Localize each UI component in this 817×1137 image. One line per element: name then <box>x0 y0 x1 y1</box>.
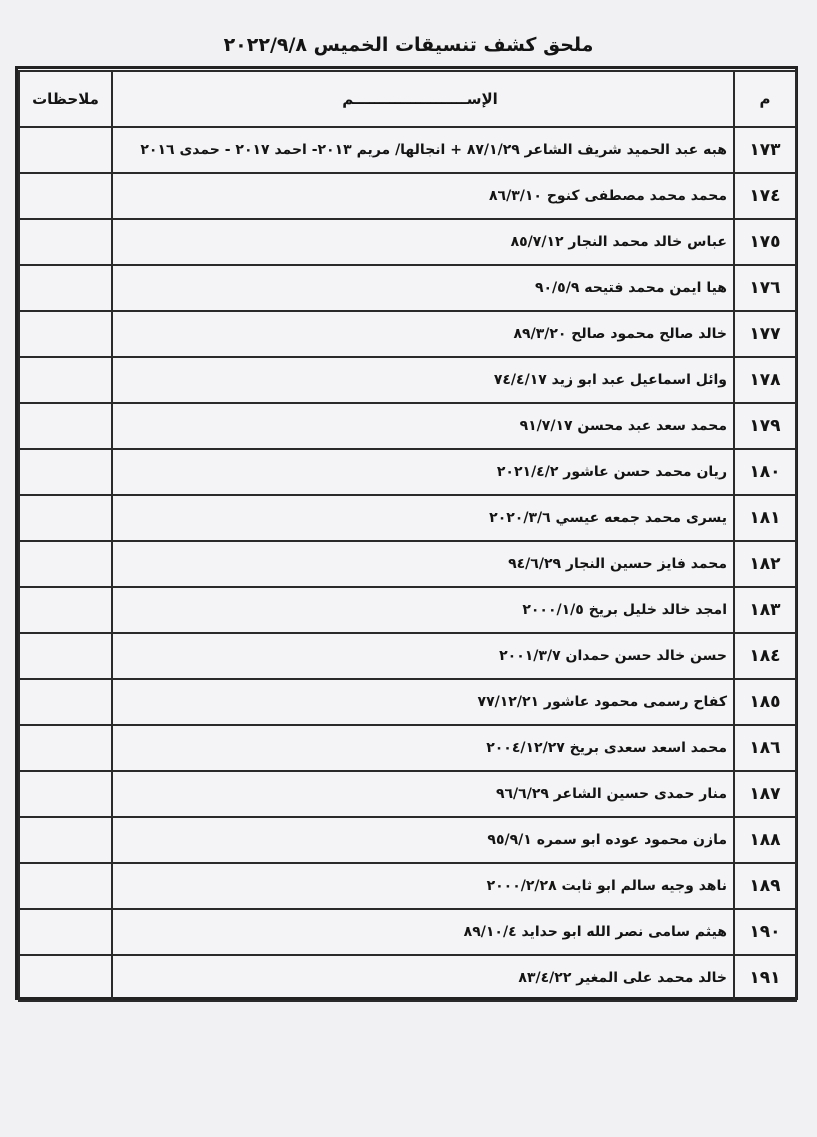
row-name: عباس خالد محمد النجار ٨٥/٧/١٢ <box>112 219 734 265</box>
table-header-row <box>19 71 796 127</box>
row-notes <box>19 909 112 955</box>
table-row <box>19 449 796 495</box>
row-notes <box>19 679 112 725</box>
row-number: ١٧٦ <box>734 265 796 311</box>
table-row <box>19 173 796 219</box>
row-name: منار حمدى حسين الشاعر ٩٦/٦/٢٩ <box>112 771 734 817</box>
table-row <box>19 633 796 679</box>
table-row <box>19 955 796 1001</box>
row-notes <box>19 219 112 265</box>
row-name: محمد اسعد سعدى بريخ ٢٠٠٤/١٢/٢٧ <box>112 725 734 771</box>
row-name: حسن خالد حسن حمدان ٢٠٠١/٣/٧ <box>112 633 734 679</box>
row-number: ١٨٥ <box>734 679 796 725</box>
row-notes <box>19 265 112 311</box>
row-number: ١٨١ <box>734 495 796 541</box>
row-number: ١٨٢ <box>734 541 796 587</box>
row-number: ١٩١ <box>734 955 796 1001</box>
row-name: محمد محمد مصطفى كنوح ٨٦/٣/١٠ <box>112 173 734 219</box>
table-row <box>19 863 796 909</box>
row-number: ١٧٨ <box>734 357 796 403</box>
row-number: ١٧٧ <box>734 311 796 357</box>
row-notes <box>19 127 112 173</box>
header-notes: ملاحظات <box>19 71 112 127</box>
row-name: ناهد وجيه سالم ابو ثابت ٢٠٠٠/٢/٢٨ <box>112 863 734 909</box>
table-row <box>19 311 796 357</box>
row-number: ١٨٤ <box>734 633 796 679</box>
row-name: هبه عبد الحميد شريف الشاعر ٨٧/١/٢٩ + انجالها/ مريم ٢٠١٣- احمد ٢٠١٧ - حمدى ٢٠١٦ <box>112 127 734 173</box>
table-row <box>19 357 796 403</box>
table-row <box>19 265 796 311</box>
table-row <box>19 495 796 541</box>
row-notes <box>19 817 112 863</box>
table-row <box>19 725 796 771</box>
row-notes <box>19 541 112 587</box>
table-row <box>19 909 796 955</box>
row-name: ريان محمد حسن عاشور ٢٠٢١/٤/٢ <box>112 449 734 495</box>
table-row <box>19 541 796 587</box>
table-row <box>19 219 796 265</box>
row-number: ١٧٩ <box>734 403 796 449</box>
table-row <box>19 679 796 725</box>
row-notes <box>19 311 112 357</box>
row-name: محمد فايز حسين النجار ٩٤/٦/٢٩ <box>112 541 734 587</box>
row-notes <box>19 725 112 771</box>
row-name: كفاح رسمى محمود عاشور ٧٧/١٢/٢١ <box>112 679 734 725</box>
row-name: محمد سعد عبد محسن ٩١/٧/١٧ <box>112 403 734 449</box>
row-name: هيثم سامى نصر الله ابو حدايد ٨٩/١٠/٤ <box>112 909 734 955</box>
row-name: يسرى محمد جمعه عيسي ٢٠٢٠/٣/٦ <box>112 495 734 541</box>
row-number: ١٨٨ <box>734 817 796 863</box>
row-name: خالد محمد على المغير ٨٣/٤/٢٢ <box>112 955 734 1001</box>
row-number: ١٧٤ <box>734 173 796 219</box>
row-number: ١٨٧ <box>734 771 796 817</box>
table-row <box>19 817 796 863</box>
row-notes <box>19 863 112 909</box>
row-notes <box>19 495 112 541</box>
row-notes <box>19 403 112 449</box>
row-number: ١٨٩ <box>734 863 796 909</box>
row-name: امجد خالد خليل بريخ ٢٠٠٠/١/٥ <box>112 587 734 633</box>
header-name: الإســــــــــــــــــــــم <box>112 71 734 127</box>
row-name: وائل اسماعيل عبد ابو زيد ٧٤/٤/١٧ <box>112 357 734 403</box>
row-name: مازن محمود عوده ابو سمره ٩٥/٩/١ <box>112 817 734 863</box>
row-notes <box>19 633 112 679</box>
row-number: ١٨٣ <box>734 587 796 633</box>
row-number: ١٧٥ <box>734 219 796 265</box>
table-row <box>19 771 796 817</box>
table-row <box>19 403 796 449</box>
row-notes <box>19 357 112 403</box>
row-number: ١٨٦ <box>734 725 796 771</box>
table-row <box>19 587 796 633</box>
page-title: ملحق كشف تنسيقات الخميس ٢٠٢٢/٩/٨ <box>223 34 594 56</box>
header-number: م <box>734 71 796 127</box>
row-notes <box>19 449 112 495</box>
table-row <box>19 127 796 173</box>
row-name: خالد صالح محمود صالح ٨٩/٣/٢٠ <box>112 311 734 357</box>
row-notes <box>19 587 112 633</box>
row-notes <box>19 173 112 219</box>
row-notes <box>19 771 112 817</box>
row-number: ١٩٠ <box>734 909 796 955</box>
row-number: ١٧٣ <box>734 127 796 173</box>
row-notes <box>19 955 112 1001</box>
row-number: ١٨٠ <box>734 449 796 495</box>
coordination-table <box>18 70 797 1002</box>
row-name: هيا ايمن محمد فتيحه ٩٠/٥/٩ <box>112 265 734 311</box>
